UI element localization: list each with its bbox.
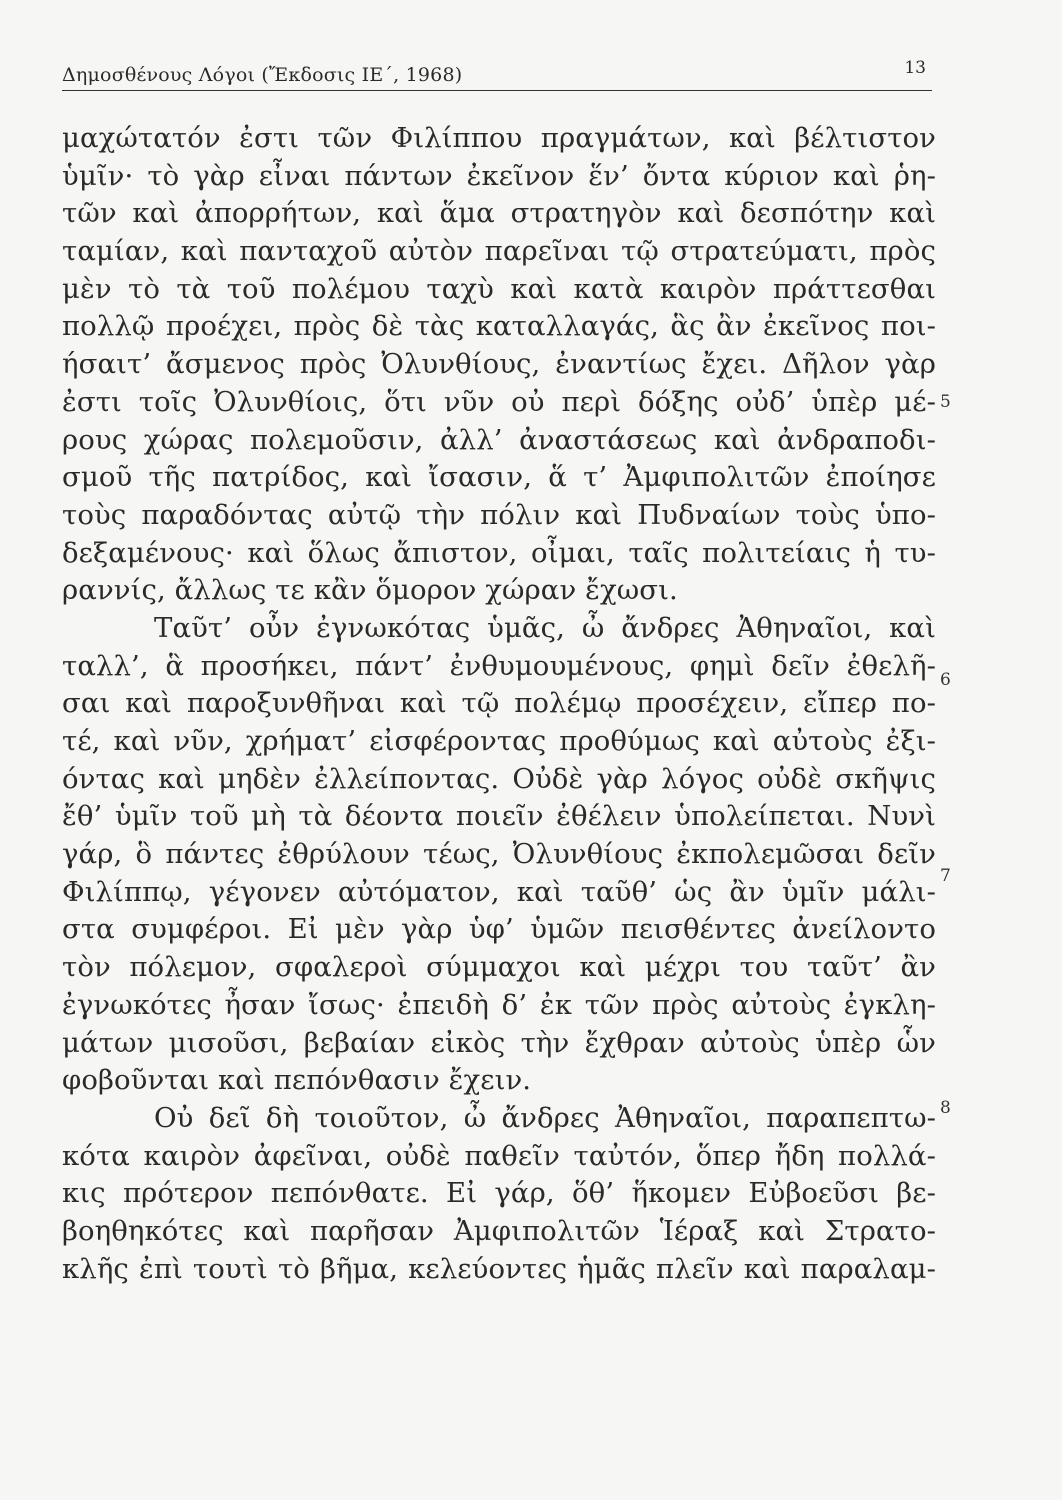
text-line: μάτων μισοῦσι, βεβαίαν εἰκὸς τὴν ἔχθραν αὐτοὺς ὑπὲρ ὧν — [62, 1026, 936, 1059]
text-line: βοηθηκότες καὶ παρῆσαν Ἀμφιπολιτῶν Ἱέραξ καὶ Στρατο- — [62, 1214, 936, 1247]
text-line: γάρ, ὃ πάντες ἐθρύλουν τέως, Ὀλυνθίους ἐκπολεμῶσαι δεῖν — [62, 838, 936, 871]
text-line: ήσαιτ’ ἄσμενος πρὸς Ὀλυνθίους, ἐναντίως ἔχει. Δῆλον γὰρ — [62, 348, 936, 381]
text-line: φοβοῦνται καὶ πεπόνθασιν ἔχειν. — [62, 1064, 532, 1097]
paragraph-start-line: Οὐ δεῖ δὴ τοιοῦτον, ὦ ἄνδρες Ἀθηναῖοι, παραπεπτω- — [154, 1101, 936, 1134]
text-line: ἐστι τοῖς Ὀλυνθίοις, ὅτι νῦν οὐ περὶ δόξης οὐδ’ ὑπὲρ μέ- — [62, 385, 936, 418]
text-line: μὲν τὸ τὰ τοῦ πολέμου ταχὺ καὶ κατὰ καιρὸν πράττεσθαι — [62, 272, 936, 305]
text-line: ταμίαν, καὶ πανταχοῦ αὐτὸν παρεῖναι τῷ στρατεύματι, πρὸς — [62, 235, 936, 268]
text-line: όντας καὶ μηδὲν ἐλλείποντας. Οὐδὲ γὰρ λόγος οὐδὲ σκῆψις — [62, 762, 936, 795]
text-line: κλῆς ἐπὶ τουτὶ τὸ βῆμα, κελεύοντες ἡμᾶς πλεῖν καὶ παραλαμ- — [62, 1252, 936, 1285]
section-number: 6 — [940, 670, 951, 690]
text-line: κότα καιρὸν ἀφεῖναι, οὐδὲ παθεῖν ταὐτόν, ὅπερ ἤδη πολλά- — [62, 1139, 936, 1172]
text-line: πολλῷ προέχει, πρὸς δὲ τὰς καταλλαγάς, ἃς ἂν ἐκεῖνος ποι- — [62, 310, 936, 343]
text-line: ρους χώρας πολεμοῦσιν, ἀλλ’ ἀναστάσεως καὶ ἀνδραποδι- — [62, 423, 936, 456]
main-text — [62, 120, 936, 1288]
running-title: Δημοσθένους Λόγοι (Ἔκδοσις ΙΕ΄, 1968) — [62, 64, 463, 86]
text-line: ὑμῖν· τὸ γὰρ εἶναι πάντων ἐκεῖνον ἕν’ ὄντα κύριον καὶ ῥη- — [62, 159, 936, 192]
section-number: 7 — [940, 866, 951, 886]
text-line: δεξαμένους· καὶ ὅλως ἄπιστον, οἶμαι, ταῖς πολιτείαις ἡ τυ- — [62, 536, 936, 569]
text-line: μαχώτατόν ἐστι τῶν Φιλίππου πραγμάτων, καὶ βέλτιστον — [62, 122, 936, 154]
section-number: 5 — [940, 392, 951, 412]
paragraph-start-line: Ταῦτ’ οὖν ἐγνωκότας ὑμᾶς, ὦ ἄνδρες Ἀθηναῖοι, καὶ — [154, 611, 936, 644]
text-line: τοὺς παραδόντας αὐτῷ τὴν πόλιν καὶ Πυδναίων τοὺς ὑπο- — [62, 498, 936, 531]
text-line: κις πρότερον πεπόνθατε. Εἰ γάρ, ὅθ’ ἥκομεν Εὐβοεῦσι βε- — [62, 1177, 936, 1210]
section-number: 8 — [940, 1098, 951, 1118]
text-line: ραννίς, ἄλλως τε κἂν ὅμορον χώραν ἔχωσι. — [62, 574, 678, 607]
text-line: στα συμφέροι. Εἰ μὲν γὰρ ὑφ’ ὑμῶν πεισθέντες ἀνείλοντο — [62, 913, 936, 946]
running-header — [62, 58, 932, 91]
page-number: 13 — [904, 58, 926, 78]
text-line: Φιλίππῳ, γέγονεν αὐτόματον, καὶ ταῦθ’ ὡς ἂν ὑμῖν μάλι- — [62, 875, 936, 908]
text-line: τέ, καὶ νῦν, χρήματ’ εἰσφέροντας προθύμως καὶ αὐτοὺς ἐξι- — [62, 725, 936, 757]
text-line: ἔθ’ ὑμῖν τοῦ μὴ τὰ δέοντα ποιεῖν ἐθέλειν ὑπολείπεται. Νυνὶ — [62, 800, 936, 833]
text-line: ἐγνωκότες ἦσαν ἴσως· ἐπειδὴ δ’ ἐκ τῶν πρὸς αὐτοὺς ἐγκλη- — [62, 988, 936, 1021]
text-line: τῶν καὶ ἀπορρήτων, καὶ ἅμα στρατηγὸν καὶ δεσπότην καὶ — [62, 197, 936, 230]
text-line: σμοῦ τῆς πατρίδος, καὶ ἴσασιν, ἅ τ’ Ἀμφιπολιτῶν ἐποίησε — [62, 461, 936, 494]
text-line: σαι καὶ παροξυνθῆναι καὶ τῷ πολέμῳ προσέχειν, εἴπερ πο- — [62, 687, 936, 720]
text-line: τὸν πόλεμον, σφαλεροὶ σύμμαχοι καὶ μέχρι του ταῦτ’ ἂν — [62, 951, 936, 984]
text-line: ταλλ’, ἃ προσήκει, πάντ’ ἐνθυμουμένους, φημὶ δεῖν ἐθελῆ- — [62, 649, 936, 682]
